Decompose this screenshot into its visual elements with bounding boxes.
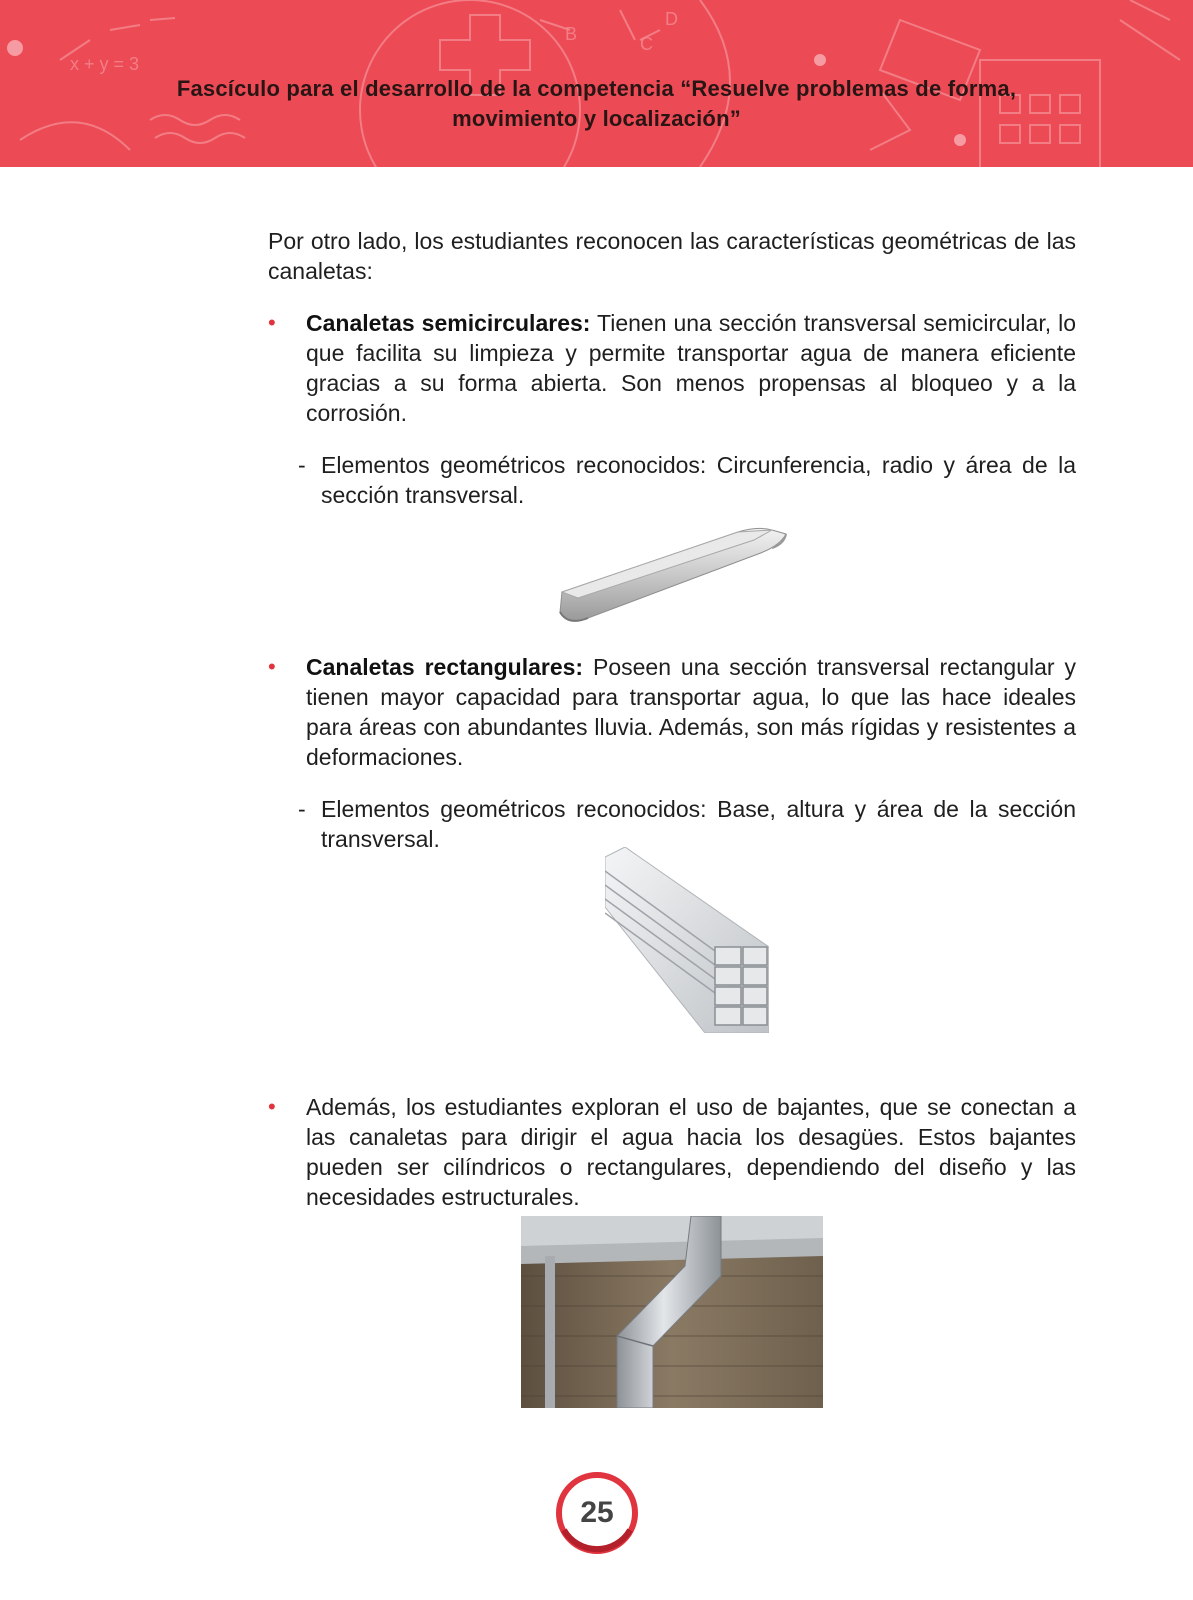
page-number: 25 [580, 1496, 614, 1529]
bullet-bajantes-text: Además, los estudiantes exploran el uso de bajantes, que se conectan a las canaletas para dirigir el agua hacia los desagües. Estos bajantes pueden ser cilíndricos o rectangulares, dependiendo del diseño y las necesidades estructurales. [306, 1094, 1076, 1210]
elements-rectangular-text: Elementos geométricos reconocidos: Base, altura y área de la sección transversal. [321, 796, 1076, 852]
page-header [0, 0, 1193, 167]
svg-text:x + y = 3: x + y = 3 [70, 54, 140, 74]
bullet-rectangular-title: Canaletas rectangulares: [306, 654, 584, 680]
bullet-bajantes [268, 1092, 1076, 1212]
bullet-semicircular [268, 308, 1076, 428]
elements-semicircular [268, 450, 1076, 510]
bullet-semicircular-title: Canaletas semicirculares: [306, 310, 591, 336]
elements-semicircular-text: Elementos geométricos reconocidos: Circunferencia, radio y área de la sección transversal. [321, 452, 1076, 508]
rectangular-gutter-image [605, 847, 769, 1033]
elements-rectangular [268, 794, 1076, 854]
bullet-rectangular-text: Poseen una sección transversal rectangular y tienen mayor capacidad para transportar agua, lo que las hace ideales para áreas con abundantes lluvia. Además, son más rígidas y resistentes a deformaciones. [306, 654, 1076, 770]
dash-mark: - [298, 796, 306, 822]
bullet-rectangular [268, 652, 1076, 772]
page-number-badge [554, 1470, 640, 1556]
svg-text:B: B [565, 24, 578, 44]
fascicle-title-line2: movimiento y localización” [452, 106, 741, 131]
main-content [268, 226, 1076, 1212]
fascicle-title-line1: Fascículo para el desarrollo de la competencia “Resuelve problemas de forma, [176, 76, 1017, 101]
bullet-dot-icon: • [268, 654, 276, 679]
svg-text:C: C [640, 34, 653, 54]
intro-paragraph: Por otro lado, los estudiantes reconocen las características geométricas de las canaletas: [268, 228, 1076, 284]
bullet-semicircular-text: Tienen una sección transversal semicircular, lo que facilita su limpieza y permite transportar agua de manera eficiente gracias a su forma abierta. Son menos propensas al bloqueo y a la corrosión. [306, 310, 1076, 426]
semicircular-gutter-image [558, 526, 792, 636]
svg-text:D: D [665, 9, 678, 29]
downspout-image [521, 1216, 823, 1408]
fascicle-title [60, 74, 1133, 134]
bullet-dot-icon: • [268, 310, 276, 335]
bullet-dot-icon: • [268, 1094, 276, 1119]
dash-mark: - [298, 452, 306, 478]
